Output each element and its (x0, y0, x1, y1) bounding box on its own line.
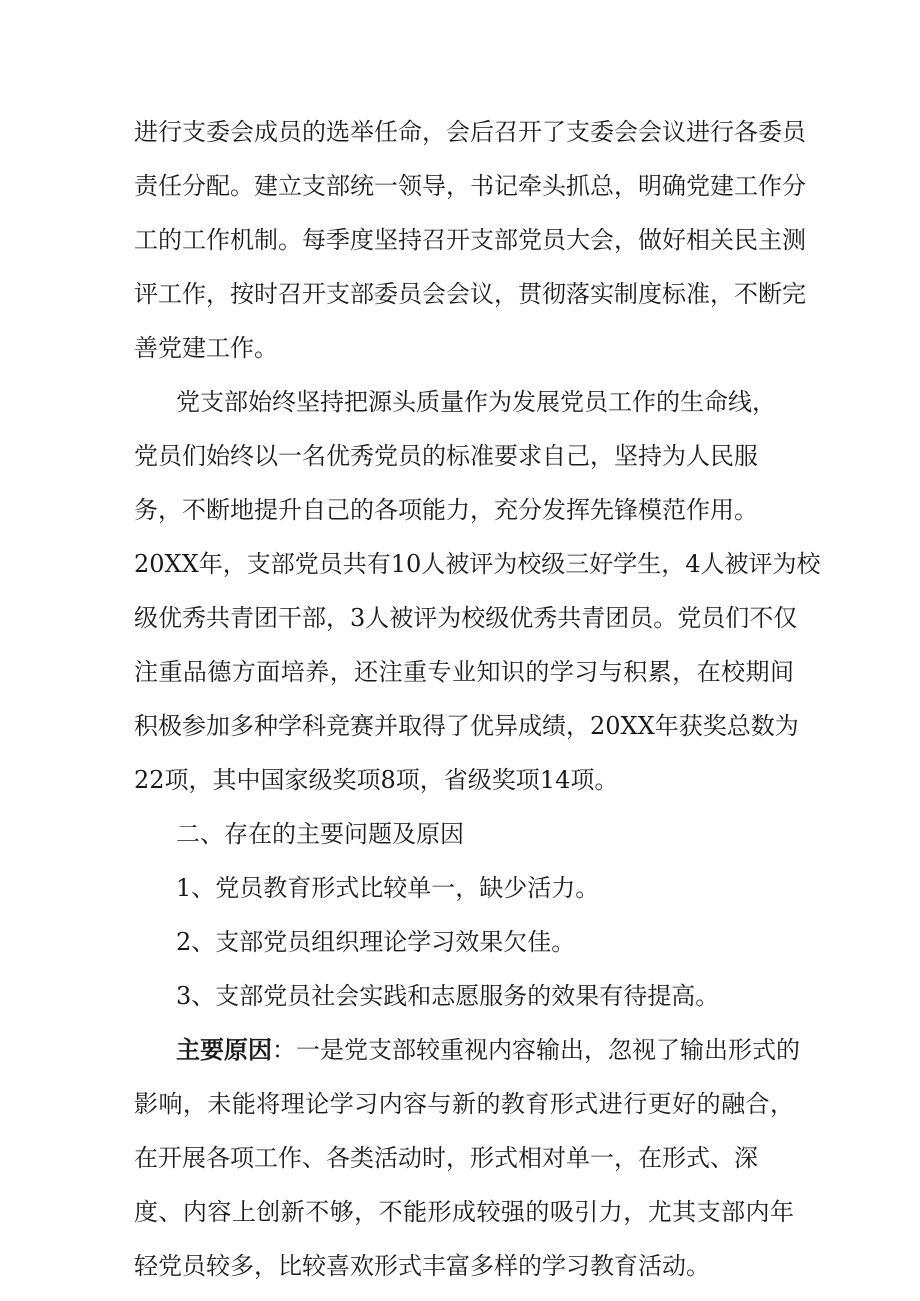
paragraph2-line-3: 务，不断地提升自己的各项能力，充分发挥先锋模范作用。 (134, 496, 758, 524)
paragraph1-line-5: 善党建工作。 (134, 334, 278, 362)
reasons-line-1 (176, 1035, 800, 1065)
reasons-line-5: 轻党员较多，比较喜欢形式丰富多样的学习教育活动。 (134, 1252, 710, 1280)
reasons-line-1-rest: ：一是党支部较重视内容输出，忽视了输出形式的 (272, 1036, 800, 1064)
reasons-lead: 主要原因 (176, 1036, 272, 1064)
reasons-line-3: 在开展各项工作、各类活动时，形式相对单一，在形式、深 (134, 1144, 758, 1172)
reasons-line-2: 影响，未能将理论学习内容与新的教育形式进行更好的融合， (134, 1090, 794, 1118)
paragraph1-line-2: 责任分配。建立支部统一领导，书记牵头抓总，明确党建工作分 (134, 172, 806, 200)
paragraph2-line-2: 党员们始终以一名优秀党员的标准要求自己，坚持为人民服 (134, 442, 758, 470)
problem-item-1: 1、党员教育形式比较单一，缺少活力。 (176, 874, 600, 902)
paragraph1-line-1: 进行支委会成员的选举任命，会后召开了支委会会议进行各委员 (134, 118, 806, 146)
paragraph2-line-8: 22项，其中国家级奖项8项，省级奖项14项。 (134, 766, 619, 794)
paragraph1-line-3: 工的工作机制。每季度坚持召开支部党员大会，做好相关民主测 (134, 226, 806, 254)
paragraph2-line-7: 积极参加多种学科竞赛并取得了优异成绩，20XX年获奖总数为 (134, 712, 799, 740)
problem-item-3: 3、支部党员社会实践和志愿服务的效果有待提高。 (176, 982, 720, 1010)
paragraph2-line-4: 20XX年，支部党员共有10人被评为校级三好学生，4人被评为校 (134, 550, 821, 578)
reasons-line-4: 度、内容上创新不够，不能形成较强的吸引力，尤其支部内年 (134, 1198, 794, 1226)
paragraph2-line-5: 级优秀共青团干部，3人被评为校级优秀共青团员。党员们不仅 (134, 604, 798, 632)
problem-item-2: 2、支部党员组织理论学习效果欠佳。 (176, 928, 576, 956)
paragraph2-line-6: 注重品德方面培养，还注重专业知识的学习与积累，在校期间 (134, 658, 794, 686)
paragraph2-line-1: 党支部始终坚持把源头质量作为发展党员工作的生命线， (176, 388, 776, 416)
paragraph1-line-4: 评工作，按时召开支部委员会会议，贯彻落实制度标准，不断完 (134, 280, 806, 308)
section-heading: 二、存在的主要问题及原因 (176, 820, 464, 848)
